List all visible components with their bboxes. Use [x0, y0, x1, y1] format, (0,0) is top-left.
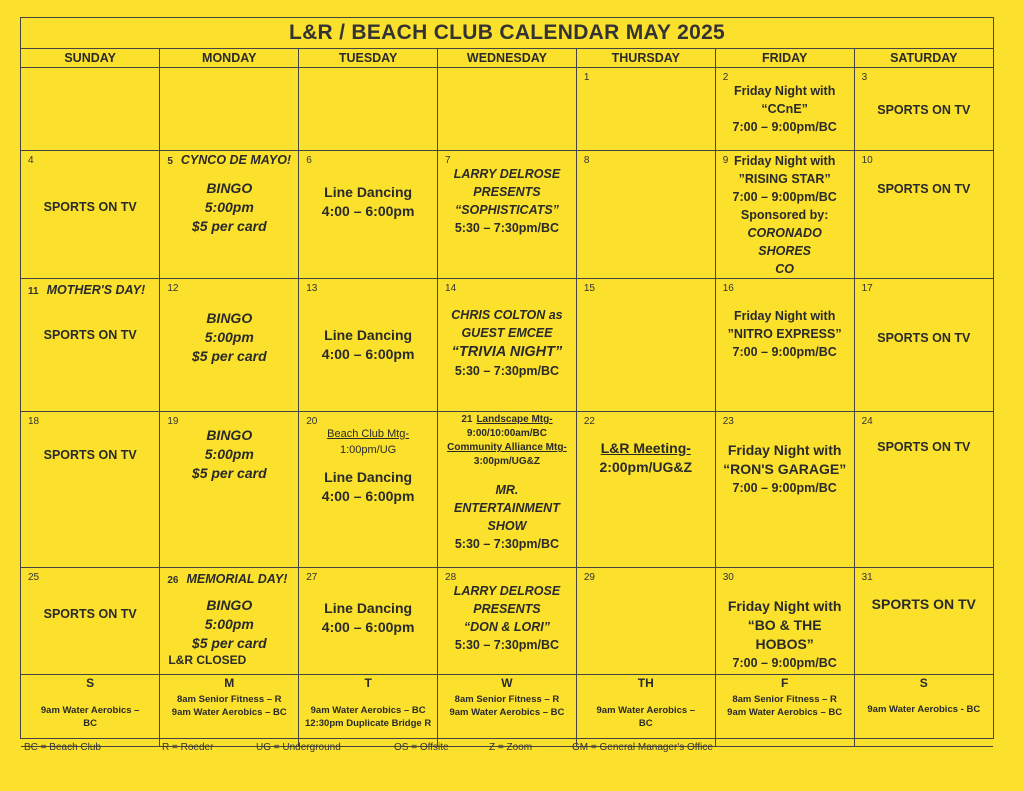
event-line: SPORTS ON TV — [43, 328, 137, 342]
legend-item: R = Roeder — [162, 742, 214, 753]
header-sunday: SUNDAY — [21, 49, 160, 68]
day-cell — [576, 151, 715, 279]
event-line: 4:00 – 6:00pm — [321, 203, 415, 219]
empty-cell — [438, 68, 577, 151]
legend-item: UG = Underground — [256, 742, 341, 753]
event-line: “SOPHISTICATS” — [454, 203, 559, 217]
event-line: ”NITRO EXPRESS” — [727, 327, 842, 341]
exercise-line: 9am Water Aerobics – BC — [310, 705, 426, 716]
event-line: 5:30 – 7:30pm/BC — [454, 537, 560, 551]
week-row — [21, 568, 993, 675]
event-line: SPORTS ON TV — [43, 607, 137, 621]
day-number: 25 — [28, 572, 40, 583]
event-line: 3:00pm/UG&Z — [473, 456, 541, 467]
day-number: 30 — [722, 572, 734, 583]
day-number: 17 — [861, 283, 873, 294]
event-line: 5:00pm — [204, 616, 254, 632]
legend-item: OS = Offsite — [394, 742, 449, 753]
event-line: 9:00/10:00am/BC — [466, 428, 547, 439]
exercise-line: 9am Water Aerobics – BC — [171, 707, 287, 718]
day-cell — [21, 412, 160, 568]
event-line: $5 per card — [191, 465, 267, 481]
day-number: 6 — [306, 155, 312, 166]
holiday-label: MEMORIAL DAY! — [186, 572, 288, 586]
exercise-line: 9am Water Aerobics – BC — [727, 707, 843, 718]
exercise-day-letter: S — [919, 676, 928, 690]
event-line: Landscape Mtg- — [476, 414, 553, 425]
day-cell — [576, 412, 715, 568]
event-line: SPORTS ON TV — [43, 200, 137, 214]
exercise-cell — [299, 675, 438, 747]
exercise-cell — [576, 675, 715, 747]
day-cell — [438, 412, 577, 568]
exercise-day-letter: TH — [637, 676, 654, 690]
day-number: 8 — [583, 155, 590, 166]
event-line: Community Alliance Mtg- — [447, 442, 567, 453]
day-cell — [160, 279, 299, 412]
event-line: $5 per card — [191, 218, 267, 234]
day-number: 24 — [861, 416, 873, 427]
week-row — [21, 279, 993, 412]
event-line: 2:00pm/UG&Z — [599, 459, 693, 475]
exercise-line: 9am Water Aerobics – — [40, 705, 140, 716]
event-line: “DON & LORI” — [463, 620, 550, 634]
day-number: 15 — [583, 283, 595, 294]
event-line: CO — [775, 262, 795, 276]
day-cell — [160, 568, 299, 675]
day-number: 22 — [583, 416, 595, 427]
holiday-label: MOTHER'S DAY! — [46, 283, 146, 297]
day-number: 27 — [306, 572, 318, 583]
event-line: PRESENTS — [473, 602, 541, 616]
day-number: 31 — [861, 572, 873, 583]
day-cell — [160, 151, 299, 279]
exercise-cell — [715, 675, 854, 747]
exercise-day-letter: M — [224, 676, 235, 690]
event-line: “TRIVIA NIGHT” — [451, 344, 563, 360]
day-number: 5 — [167, 156, 173, 167]
legend-item: GM = General Manager's Office — [572, 742, 713, 753]
day-cell — [854, 412, 993, 568]
event-line: SPORTS ON TV — [877, 440, 971, 454]
closed-note: L&R CLOSED — [168, 653, 247, 667]
weekday-header-row — [21, 49, 993, 68]
event-line: SPORTS ON TV — [871, 596, 976, 612]
event-line: BINGO — [206, 180, 253, 196]
day-cell — [299, 151, 438, 279]
event-line: “RON'S GARAGE” — [723, 461, 847, 477]
day-cell — [299, 568, 438, 675]
event-line: SHOW — [487, 519, 527, 533]
exercise-cell — [21, 675, 160, 747]
event-line: 7:00 – 9:00pm/BC — [732, 345, 837, 359]
day-number: 3 — [861, 72, 868, 83]
event-line: 5:30 – 7:30pm/BC — [454, 638, 560, 652]
day-cell — [715, 151, 854, 279]
event-line: 7:00 – 9:00pm/BC — [732, 656, 837, 670]
holiday-label: CYNCO DE MAYO! — [180, 153, 292, 167]
day-number: 1 — [583, 72, 590, 83]
event-line: SPORTS ON TV — [877, 331, 971, 345]
event-line: Friday Night with — [733, 84, 836, 98]
day-number: 10 — [861, 155, 873, 166]
exercise-day-letter: T — [364, 676, 372, 690]
day-cell — [576, 279, 715, 412]
day-number: 23 — [722, 416, 734, 427]
empty-cell — [160, 68, 299, 151]
day-number: 21 — [461, 414, 473, 425]
exercise-line: 12:30pm Duplicate Bridge R — [305, 718, 432, 729]
day-number: 9 — [722, 155, 729, 166]
event-line: 4:00 – 6:00pm — [321, 619, 415, 635]
day-cell — [576, 68, 715, 151]
event-line: $5 per card — [191, 635, 267, 651]
day-number: 29 — [583, 572, 595, 583]
event-line: 5:30 – 7:30pm/BC — [454, 221, 560, 235]
event-line: Friday Night with — [733, 309, 836, 323]
exercise-cell — [854, 675, 993, 747]
event-line: Line Dancing — [324, 469, 413, 485]
event-line: LARRY DELROSE — [453, 167, 561, 181]
event-line: MR. — [495, 483, 519, 497]
legend-item: Z = Zoom — [489, 742, 533, 753]
day-cell — [299, 279, 438, 412]
day-cell — [715, 279, 854, 412]
event-line: “CCnE” — [761, 102, 808, 116]
event-line: BINGO — [206, 597, 253, 613]
day-number: 14 — [445, 283, 457, 294]
day-cell — [299, 412, 438, 568]
event-line: LARRY DELROSE — [453, 584, 561, 598]
header-saturday: SATURDAY — [854, 49, 993, 68]
event-line: Friday Night with — [727, 598, 842, 614]
exercise-line: 8am Senior Fitness – R — [454, 694, 560, 705]
event-line: 5:00pm — [204, 446, 254, 462]
day-cell — [854, 151, 993, 279]
exercise-line: 9am Water Aerobics – — [596, 705, 696, 716]
day-number: 4 — [28, 155, 34, 166]
event-line: ENTERTAINMENT — [454, 501, 560, 515]
day-cell — [715, 568, 854, 675]
week-row — [21, 412, 993, 568]
event-line: Line Dancing — [324, 327, 413, 343]
event-line: CHRIS COLTON as — [451, 308, 563, 322]
day-cell — [160, 412, 299, 568]
event-line: 7:00 – 9:00pm/BC — [732, 120, 837, 134]
day-number: 2 — [722, 72, 729, 83]
day-cell — [21, 568, 160, 675]
event-line: PRESENTS — [473, 185, 541, 199]
day-number: 7 — [445, 155, 451, 166]
event-line: SPORTS ON TV — [43, 448, 137, 462]
event-line: 5:00pm — [204, 199, 254, 215]
event-line: SPORTS ON TV — [877, 103, 971, 117]
day-cell — [854, 68, 993, 151]
event-line: 5:00pm — [204, 329, 254, 345]
calendar-title: L&R / BEACH CLUB CALENDAR MAY 2025 — [21, 18, 993, 49]
day-number: 18 — [28, 416, 40, 427]
event-line: “BO & THE HOBOS” — [747, 617, 822, 652]
event-line: 1:00pm/UG — [339, 444, 397, 456]
event-line: 7:00 – 9:00pm/BC — [732, 190, 837, 204]
calendar — [20, 17, 994, 739]
day-cell — [438, 279, 577, 412]
day-cell — [21, 279, 160, 412]
day-cell — [438, 568, 577, 675]
exercise-line: 9am Water Aerobics - BC — [867, 704, 981, 715]
day-cell — [438, 151, 577, 279]
header-tuesday: TUESDAY — [299, 49, 438, 68]
exercise-line: BC — [638, 718, 653, 729]
week-row — [21, 151, 993, 279]
header-thursday: THURSDAY — [576, 49, 715, 68]
event-line: Line Dancing — [324, 184, 413, 200]
event-line: 7:00 – 9:00pm/BC — [732, 481, 837, 495]
exercise-day-letter: F — [780, 676, 789, 690]
exercise-day-letter: S — [86, 676, 95, 690]
exercise-line: BC — [83, 718, 98, 729]
calendar-grid — [21, 49, 993, 747]
event-line: Line Dancing — [324, 600, 413, 616]
event-line: BINGO — [206, 310, 253, 326]
exercise-cell — [438, 675, 577, 747]
empty-cell — [21, 68, 160, 151]
exercise-line: 8am Senior Fitness – R — [732, 694, 837, 705]
event-line: SPORTS ON TV — [877, 182, 971, 196]
event-line: Friday Night with — [733, 154, 836, 168]
event-line: Friday Night with — [727, 442, 842, 458]
day-cell — [576, 568, 715, 675]
header-wednesday: WEDNESDAY — [438, 49, 577, 68]
day-cell — [854, 279, 993, 412]
day-cell — [715, 412, 854, 568]
event-line: BINGO — [206, 427, 253, 443]
day-number: 13 — [306, 283, 318, 294]
header-friday: FRIDAY — [715, 49, 854, 68]
day-number: 28 — [445, 572, 457, 583]
header-monday: MONDAY — [160, 49, 299, 68]
day-number: 11 — [28, 286, 39, 297]
empty-cell — [299, 68, 438, 151]
exercise-line: 8am Senior Fitness – R — [176, 694, 282, 705]
exercise-row — [21, 675, 993, 747]
day-number: 19 — [167, 416, 179, 427]
event-line: 4:00 – 6:00pm — [321, 346, 415, 362]
event-line: L&R Meeting- — [600, 440, 691, 456]
event-line: ”RISING STAR” — [738, 172, 831, 186]
week-row — [21, 68, 993, 151]
exercise-cell — [160, 675, 299, 747]
event-line: $5 per card — [191, 348, 267, 364]
day-number: 16 — [722, 283, 734, 294]
day-number: 12 — [167, 283, 179, 294]
day-cell — [715, 68, 854, 151]
exercise-line: 9am Water Aerobics – BC — [449, 707, 565, 718]
day-number: 20 — [306, 416, 318, 427]
legend-item: BC = Beach Club — [24, 742, 101, 753]
day-cell — [854, 568, 993, 675]
day-cell — [21, 151, 160, 279]
event-line: CORONADO SHORES — [747, 226, 822, 258]
exercise-day-letter: W — [501, 676, 513, 690]
day-number: 26 — [167, 575, 179, 586]
event-line: Sponsored by: — [740, 208, 829, 222]
event-line: Beach Club Mtg- — [327, 428, 410, 440]
event-line: GUEST EMCEE — [461, 326, 553, 340]
event-line: 4:00 – 6:00pm — [321, 488, 415, 504]
event-line: 5:30 – 7:30pm/BC — [454, 364, 560, 378]
